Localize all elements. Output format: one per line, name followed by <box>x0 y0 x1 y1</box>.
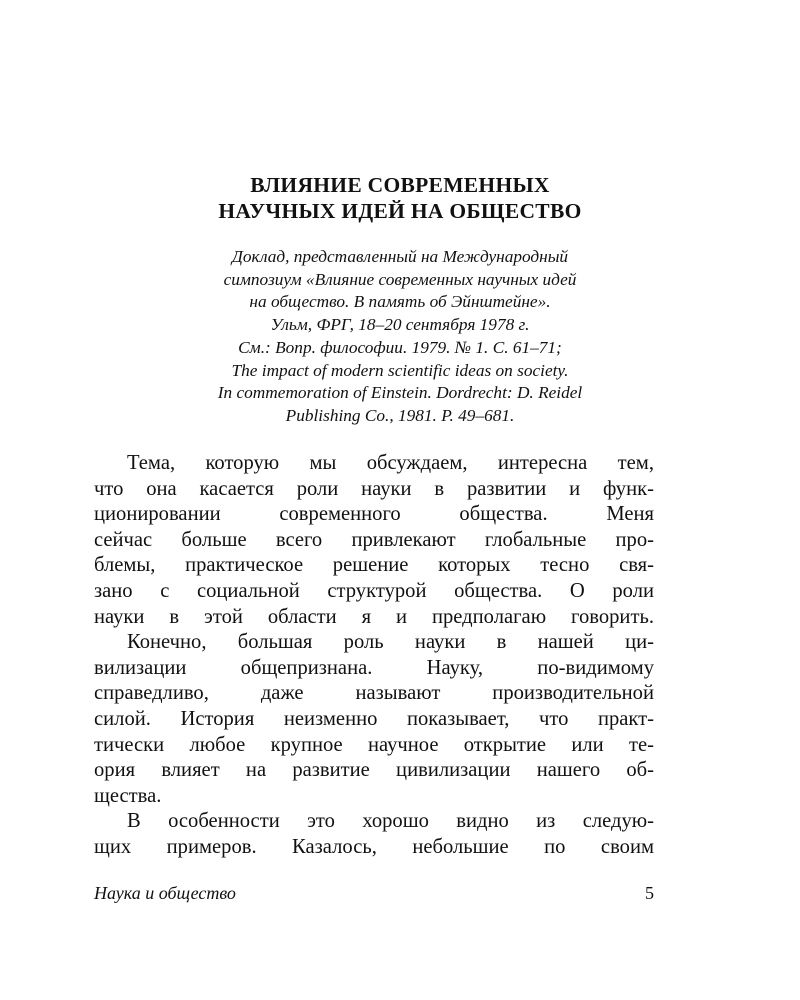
source-note-line: Publishing Co., 1981. P. 49–681. <box>285 405 515 425</box>
text-line: что она касается роли науки в развитии и функ- <box>94 477 654 500</box>
source-note <box>100 246 700 428</box>
chapter-title-line: ВЛИЯНИЕ СОВРЕМЕННЫХ <box>250 173 550 197</box>
text-line: науки в этой области я и предполагаю говорить. <box>94 605 654 628</box>
text-line: силой. История неизменно показывает, что практ- <box>94 707 654 730</box>
source-note-line: The impact of modern scientific ideas on society. <box>231 360 569 380</box>
paragraph <box>94 451 654 630</box>
text-line: зано с социальной структурой общества. О роли <box>94 579 654 602</box>
source-note-line: Доклад, представленный на Международный <box>231 247 569 266</box>
chapter-title-line: НАУЧНЫХ ИДЕЙ НА ОБЩЕСТВО <box>218 199 582 223</box>
text-line: сейчас больше всего привлекают глобальные про- <box>94 528 654 551</box>
chapter-title <box>0 172 800 224</box>
paragraph <box>94 809 654 860</box>
text-line: вилизации общепризнана. Науку, по-видимому <box>94 656 654 679</box>
source-note-line: См.: Вопр. философии. 1979. № 1. С. 61–71; <box>238 337 562 357</box>
text-line: Конечно, большая роль науки в нашей ци- <box>127 631 654 654</box>
page-number: 5 <box>645 883 654 903</box>
body-text <box>94 451 654 861</box>
text-line: В особенности это хорошо видно из следую- <box>127 810 654 833</box>
text-line: Тема, которую мы обсуждаем, интересна тем, <box>127 452 654 474</box>
source-note-line: на общество. В память об Эйнштейне». <box>249 292 551 312</box>
text-line: ория влияет на развитие цивилизации нашего об- <box>94 759 654 782</box>
text-line: щих примеров. Казалось, небольшие по своим <box>94 835 654 858</box>
source-note-line: симпозиум «Влияние современных научных идей <box>223 269 577 289</box>
paragraph <box>94 630 654 809</box>
text-line: блемы, практическое решение которых тесно свя- <box>94 554 654 577</box>
text-line: справедливо, даже называют производительной <box>94 682 654 705</box>
source-note-line: In commemoration of Einstein. Dordrecht: D. Reidel <box>217 383 583 403</box>
source-note-line: Ульм, ФРГ, 18–20 сентября 1978 г. <box>270 315 530 335</box>
text-line: ционировании современного общества. Меня <box>94 503 654 526</box>
text-line: тически любое крупное научное открытие или те- <box>94 733 654 756</box>
text-line: щества. <box>94 784 162 807</box>
running-footer-title: Наука и общество <box>94 883 236 903</box>
